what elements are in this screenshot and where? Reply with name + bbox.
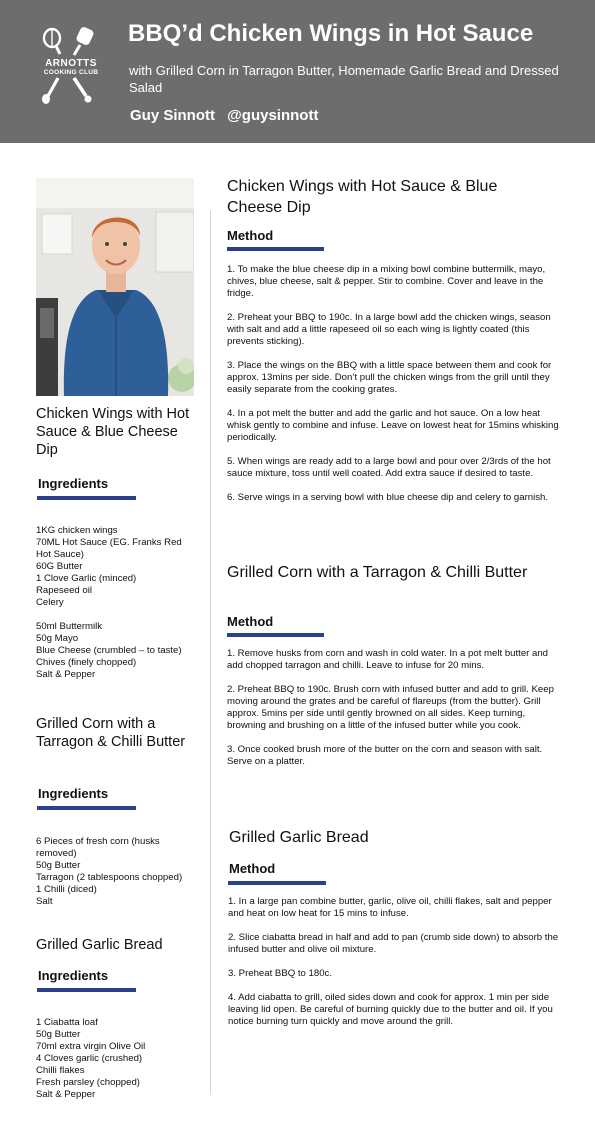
method-step: 4. In a pot melt the butter and add the garlic and hot sauce. On a low heat whisk gently to combine and infuse. Leave on lowest heat for 15mins whisking periodically. [227,408,559,443]
list-spacer [36,609,186,621]
ingredient-list-chicken-wings [36,525,186,681]
list-item: Salt [36,896,53,907]
method-heading-garlic-bread: Grilled Garlic Bread [229,829,369,846]
list-item: 1KG chicken wings [36,525,118,536]
logo-line-2: COOKING CLUB [43,69,99,76]
chef-photo [36,178,194,396]
method-step: 3. Preheat BBQ to 180c. [228,968,332,979]
method-heading-chicken-wings: Chicken Wings with Hot Sauce & Blue Cheese Dip [227,178,498,216]
list-item: Blue Cheese (crumbled – to taste) [36,645,182,656]
list-item: 1 Ciabatta loaf [36,1017,98,1028]
list-item: Celery [36,597,64,608]
list-item: 70ML Hot Sauce (EG. Franks Red Hot Sauce) [36,537,182,560]
list-item: Salt & Pepper [36,669,96,680]
accent-bar [37,988,136,992]
list-item: Chives (finely chopped) [36,657,137,668]
author-line [130,107,318,124]
left-heading-grilled-corn: Grilled Corn with a Tarragon & Chilli Butter [36,716,186,750]
method-step: 6. Serve wings in a serving bowl with blue cheese dip and celery to garnish. [227,492,549,503]
author-name: Guy Sinnott [130,107,215,124]
method-heading-grilled-corn: Grilled Corn with a Tarragon & Chilli Butter [227,564,528,581]
method-step: 3. Once cooked brush more of the butter on the corn and season with salt. Serve on a platter. [227,744,543,767]
list-item: Rapeseed oil [36,585,93,596]
method-label-grilled-corn: Method [227,614,274,629]
list-item: 60G Butter [36,561,83,572]
method-steps-chicken-wings [227,264,562,516]
accent-bar [227,247,324,251]
list-item: 50g Mayo [36,633,79,644]
list-item: 4 Cloves garlic (crushed) [36,1053,143,1064]
method-steps-garlic-bread [228,896,563,1040]
accent-bar [228,881,326,885]
logo-wordmark [34,58,108,77]
list-item: Tarragon (2 tablespoons chopped) [36,872,183,883]
method-step: 1. Remove husks from corn and wash in cold water. In a pot melt butter and add chopped tarragon and chilli. Leave to infuse for 20 mins. [227,648,549,671]
accent-bar [227,633,324,637]
ingredients-label-chicken-wings: Ingredients [38,476,109,491]
header-banner [0,0,595,143]
list-item: Chilli flakes [36,1065,85,1076]
method-steps-grilled-corn [227,648,562,780]
method-label-garlic-bread: Method [229,861,276,876]
accent-bar [37,806,136,810]
method-step: 2. Slice ciabatta bread in half and add to pan (crumb side down) to absorb the infused butter and olive oil mixture. [228,932,559,955]
method-step: 1. In a large pan combine butter, garlic, olive oil, chilli flakes, salt and pepper and heat on low heat for 15 mins to infuse. [228,896,552,919]
list-item: 1 Clove Garlic (minced) [36,573,137,584]
method-step: 4. Add ciabatta to grill, oiled sides down and cook for approx. 1 min per side leaving lid open. Be careful of burning quickly due to the butter and oil. If you notice burning turn quickly and move around the grill. [228,992,553,1027]
accent-bar [37,496,136,500]
ingredient-list-garlic-bread [36,1017,186,1101]
list-item: 70ml extra virgin Olive Oil [36,1041,146,1052]
method-step: 1. To make the blue cheese dip in a mixing bowl combine buttermilk, mayo, chives, blue cheese, salt & pepper. Stir to combine. Cover and leave in the fridge. [227,264,546,299]
list-item: Salt & Pepper [36,1089,96,1100]
author-handle: @guysinnott [227,107,319,124]
left-heading-garlic-bread: Grilled Garlic Bread [36,937,163,953]
ingredient-list-grilled-corn [36,836,186,908]
column-divider [210,210,211,1095]
left-heading-chicken-wings: Chicken Wings with Hot Sauce & Blue Cheese Dip [36,406,190,458]
method-step: 2. Preheat your BBQ to 190c. In a large bowl add the chicken wings, season with salt and add a little rapeseed oil so each wing is lightly coated (this prevents sticking). [227,312,551,347]
list-item: Fresh parsley (chopped) [36,1077,140,1088]
logo-line-1: ARNOTTS [45,58,97,69]
list-item: 50g Butter [36,1029,81,1040]
list-item: 1 Chilli (diced) [36,884,97,895]
recipe-title: BBQ’d Chicken Wings in Hot Sauce [128,20,534,47]
method-label-chicken-wings: Method [227,228,274,243]
recipe-subtitle: with Grilled Corn in Tarragon Butter, Homemade Garlic Bread and Dressed Salad [129,63,559,95]
method-step: 3. Place the wings on the BBQ with a little space between them and cook for approx. 13mins per side. Don’t pull the chicken wings from the grill until they easily separate from the cooking grates. [227,360,552,395]
ingredients-label-grilled-corn: Ingredients [38,786,109,801]
ingredients-label-garlic-bread: Ingredients [38,968,109,983]
method-step: 2. Preheat BBQ to 190c. Brush corn with infused butter and add to grill. Keep moving around the grates and be careful of flareups (from the butter). Grill approx. 5mins per side until gently browned on all sides. Keep turning, browning and brushing on a little of the infused butter while you cook. [227,684,554,731]
list-item: 50g Butter [36,860,81,871]
list-item: 50ml Buttermilk [36,621,103,632]
list-item: 6 Pieces of fresh corn (husks removed) [36,836,160,859]
method-step: 5. When wings are ready add to a large bowl and pour over 2/3rds of the hot sauce mixture, toss until well coated. Add extra sauce if desired to taste. [227,456,551,479]
